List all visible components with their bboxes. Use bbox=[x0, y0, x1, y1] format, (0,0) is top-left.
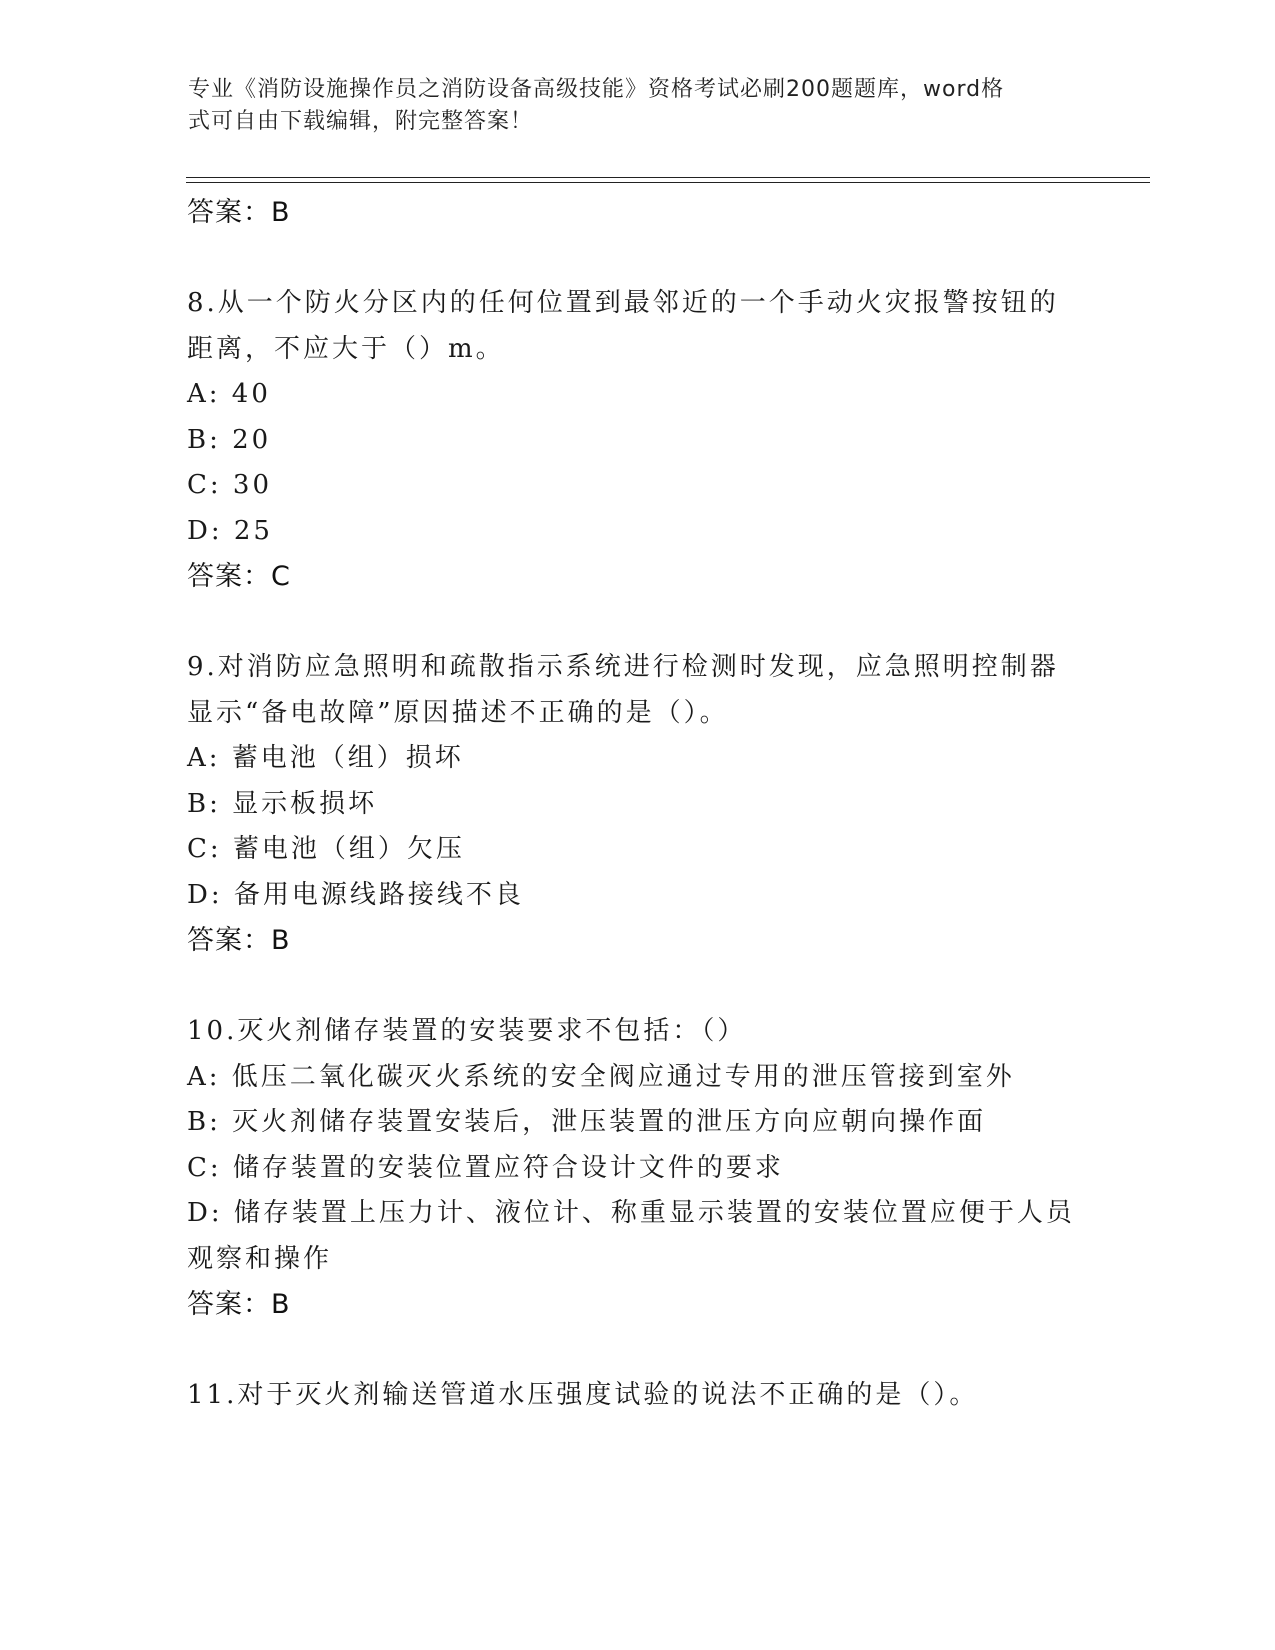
question-9-option-c: C: 蓄电池（组）欠压 bbox=[187, 834, 465, 864]
question-8-text-2: 距离，不应大于（）m。 bbox=[187, 333, 505, 364]
question-8-option-a: A: 40 bbox=[187, 379, 271, 409]
question-8-answer: 答案：C bbox=[187, 561, 291, 592]
question-10-option-b: B: 灭火剂储存装置安装后，泄压装置的泄压方向应朝向操作面 bbox=[187, 1107, 987, 1137]
question-9-text-1: 9.对消防应急照明和疏散指示系统进行检测时发现，应急照明控制器 bbox=[187, 652, 1059, 682]
question-11-text-1: 11.对于灭火剂输送管道水压强度试验的说法不正确的是（）。 bbox=[187, 1380, 979, 1410]
question-11 bbox=[187, 1373, 1087, 1419]
question-9-answer: 答案：B bbox=[187, 925, 291, 956]
page-header bbox=[188, 74, 1068, 138]
question-10-option-a: A: 低压二氧化碳灭火系统的安全阀应通过专用的泄压管接到室外 bbox=[187, 1061, 1015, 1092]
question-9-option-d: D: 备用电源线路接线不良 bbox=[187, 879, 524, 910]
question-9-option-a: A: 蓄电池（组）损坏 bbox=[187, 743, 464, 773]
question-8-option-b: B: 20 bbox=[187, 424, 272, 455]
header-divider-bottom bbox=[186, 182, 1150, 183]
spacer bbox=[187, 964, 1087, 1010]
question-list bbox=[187, 190, 1087, 1419]
header-line-1: 专业《消防设施操作员之消防设备高级技能》资格考试必刷200题题库，word格 bbox=[188, 77, 1005, 102]
question-9-option-b: B: 显示板损坏 bbox=[187, 788, 378, 819]
question-8-option-d: D: 25 bbox=[187, 515, 273, 546]
question-8-option-c: C: 30 bbox=[187, 470, 273, 500]
spacer bbox=[187, 1328, 1087, 1374]
question-10 bbox=[187, 1009, 1087, 1328]
header-line-2: 式可自由下载编辑，附完整答案！ bbox=[188, 109, 534, 134]
question-9-text-2: 显示“备电故障”原因描述不正确的是（）。 bbox=[187, 697, 729, 728]
question-10-option-d-2: 观察和操作 bbox=[187, 1243, 333, 1274]
question-10-option-d-1: D: 储存装置上压力计、液位计、称重显示装置的安装位置应便于人员 bbox=[187, 1198, 1075, 1228]
spacer bbox=[187, 600, 1087, 646]
question-10-text-1: 10.灭火剂储存装置的安装要求不包括：（） bbox=[187, 1016, 747, 1046]
question-8 bbox=[187, 281, 1087, 600]
question-10-option-c: C: 储存装置的安装位置应符合设计文件的要求 bbox=[187, 1152, 784, 1183]
question-10-answer: 答案：B bbox=[187, 1289, 291, 1320]
answer-7: 答案：B bbox=[187, 197, 291, 228]
question-9 bbox=[187, 645, 1087, 964]
spacer bbox=[187, 236, 1087, 282]
header-divider-top bbox=[186, 177, 1150, 178]
question-8-text-1: 8.从一个防火分区内的任何位置到最邻近的一个手动火灾报警按钮的 bbox=[187, 288, 1059, 318]
